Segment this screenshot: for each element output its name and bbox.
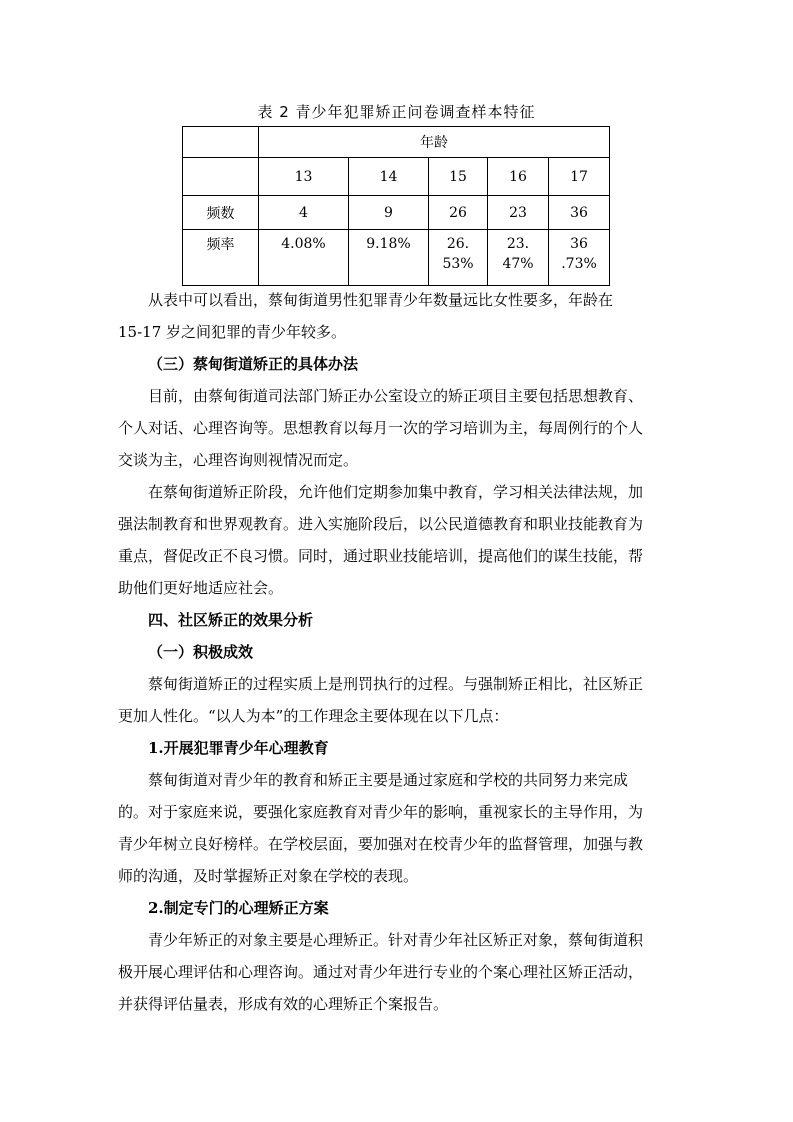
age-header-cell: 14 bbox=[349, 158, 429, 196]
item-heading: 2.制定专门的心理矫正方案 bbox=[148, 899, 329, 917]
table-cell: 36 bbox=[549, 196, 610, 230]
item-heading: 1.开展犯罪青少年心理教育 bbox=[148, 739, 329, 757]
cell-line: 4.08% bbox=[281, 236, 326, 252]
table-cell bbox=[549, 230, 610, 286]
text-line: 交谈为主，心理咨询则视情况而定。 bbox=[118, 451, 359, 469]
cell-line: 36 bbox=[570, 236, 588, 252]
age-header-cell: 17 bbox=[549, 158, 610, 196]
table-empty-cell bbox=[183, 158, 259, 196]
table-corner-cell bbox=[183, 127, 259, 158]
section-heading: （三）蔡甸街道矫正的具体办法 bbox=[148, 355, 359, 373]
sample-table bbox=[182, 126, 610, 286]
row-label-rate: 频率 bbox=[183, 230, 259, 286]
table-cell: 26 bbox=[429, 196, 488, 230]
paragraph-table-summary bbox=[118, 284, 678, 348]
age-header-cell: 13 bbox=[259, 158, 349, 196]
text-line: 青少年矫正的对象主要是心理矫正。针对青少年社区矫正对象，蔡甸街道积 bbox=[148, 931, 644, 949]
text-line: 从表中可以看出，蔡甸街道男性犯罪青少年数量远比女性要多，年龄在 bbox=[148, 291, 614, 309]
row-label-frequency: 频数 bbox=[183, 196, 259, 230]
section-heading: 四、社区矫正的效果分析 bbox=[148, 611, 314, 629]
age-header-cell: 16 bbox=[488, 158, 549, 196]
table-row bbox=[183, 158, 610, 196]
table-cell: 4 bbox=[259, 196, 349, 230]
cell-line bbox=[259, 254, 348, 274]
text-line: 15-17 岁之间犯罪的青少年较多。 bbox=[118, 323, 347, 341]
text-line: 并获得评估量表，形成有效的心理矫正个案报告。 bbox=[118, 995, 449, 1013]
text-line: 师的沟通，及时掌握矫正对象在学校的表现。 bbox=[118, 867, 419, 885]
table-caption: 表 2 青少年犯罪矫正问卷调查样本特征 bbox=[257, 103, 536, 121]
text-line: 极开展心理评估和心理咨询。通过对青少年进行专业的个案心理社区矫正活动， bbox=[118, 963, 644, 981]
text-line: 重点，督促改正不良习惯。同时，通过职业技能培训，提高他们的谋生技能，帮 bbox=[118, 547, 644, 565]
text-line: 青少年树立良好榜样。在学校层面，要加强对在校青少年的监督管理，加强与教 bbox=[118, 835, 644, 853]
text-line: 蔡甸街道矫正的过程实质上是刑罚执行的过程。与强制矫正相比，社区矫正 bbox=[148, 675, 644, 693]
text-line: 蔡甸街道对青少年的教育和矫正主要是通过家庭和学校的共同努力来完成 bbox=[148, 771, 629, 789]
cell-line: 9.18% bbox=[366, 236, 411, 252]
table-cell: 23 bbox=[488, 196, 549, 230]
text-line: 个人对话、心理咨询等。思想教育以每月一次的学习培训为主，每周例行的个人 bbox=[118, 419, 644, 437]
cell-line bbox=[349, 254, 428, 274]
cell-line: 26. bbox=[446, 236, 470, 252]
text-line: 强法制教育和世界观教育。进入实施阶段后，以公民道德教育和职业技能教育为 bbox=[118, 515, 644, 533]
table-row bbox=[183, 127, 610, 158]
cell-line: 53% bbox=[442, 256, 474, 272]
paragraph bbox=[118, 668, 678, 732]
table-cell bbox=[259, 230, 349, 286]
table-cell bbox=[488, 230, 549, 286]
age-group-header: 年龄 bbox=[259, 127, 610, 158]
table-row bbox=[183, 196, 610, 230]
table-cell bbox=[349, 230, 429, 286]
age-header-cell: 15 bbox=[429, 158, 488, 196]
text-line: 在蔡甸街道矫正阶段，允许他们定期参加集中教育，学习相关法律法规，加 bbox=[148, 483, 644, 501]
cell-line: 23. bbox=[506, 236, 530, 252]
text-line: 目前，由蔡甸街道司法部门矫正办公室设立的矫正项目主要包括思想教育、 bbox=[148, 387, 644, 405]
text-line: 更加人性化。“以人为本”的工作理念主要体现在以下几点： bbox=[118, 707, 509, 725]
paragraph bbox=[118, 764, 678, 892]
paragraph bbox=[118, 924, 678, 1020]
cell-line: .73% bbox=[561, 256, 597, 272]
paragraph bbox=[118, 380, 678, 476]
table-cell bbox=[429, 230, 488, 286]
subsection-heading: （一）积极成效 bbox=[148, 643, 254, 661]
text-line: 助他们更好地适应社会。 bbox=[118, 579, 284, 597]
cell-line: 47% bbox=[502, 256, 534, 272]
table-cell: 9 bbox=[349, 196, 429, 230]
paragraph bbox=[118, 476, 678, 604]
text-line: 的。对于家庭来说，要强化家庭教育对青少年的影响，重视家长的主导作用，为 bbox=[118, 803, 644, 821]
table-row bbox=[183, 230, 610, 286]
